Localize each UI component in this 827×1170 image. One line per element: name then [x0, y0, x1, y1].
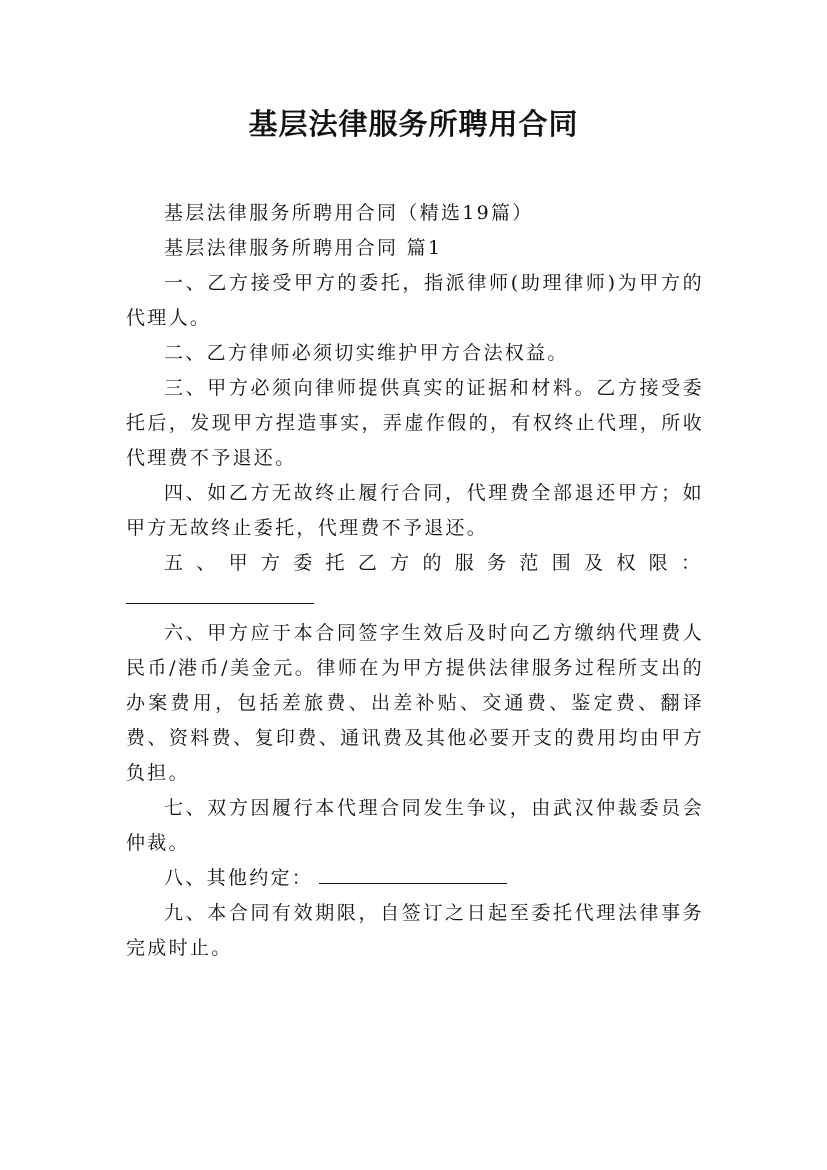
document-subtitle: 基层法律服务所聘用合同（精选19篇） — [164, 202, 534, 224]
clause-9: 九、本合同有效期限，自签订之日起至委托代理法律事务完成时止。 — [126, 902, 704, 959]
document-title: 基层法律服务所聘用合同 — [248, 107, 579, 141]
clause-8 — [126, 861, 704, 896]
clause-5-blank — [126, 581, 314, 604]
clause-7: 七、双方因履行本代理合同发生争议，由武汉仲裁委员会仲裁。 — [126, 797, 704, 854]
clause-3: 三、甲方必须向律师提供真实的证据和材料。乙方接受委托后，发现甲方捏造事实，弄虚作假的，有权终止代理，所收代理费不予退还。 — [126, 377, 704, 469]
clause-5-blank-line — [126, 581, 704, 616]
clause-5 — [126, 546, 704, 581]
clause-6: 六、甲方应于本合同签字生效后及时向乙方缴纳代理费人民币/港币/美金元。律师在为甲方提供法律服务过程所支出的办案费用，包括差旅费、出差补贴、交通费、鉴定费、翻译费、资料费、复印费、通讯费及其他必要开支的费用均由甲方负担。 — [126, 622, 704, 784]
section-heading: 基层法律服务所聘用合同 篇1 — [164, 237, 443, 259]
document-body — [126, 196, 704, 966]
clause-8-blank — [319, 861, 507, 884]
clause-1: 一、乙方接受甲方的委托，指派律师(助理律师)为甲方的代理人。 — [126, 272, 704, 329]
clause-2: 二、乙方律师必须切实维护甲方合法权益。 — [164, 342, 569, 364]
clause-8-text: 八、其他约定： — [164, 867, 314, 889]
clause-5-text: 五、甲方委托乙方的服务范围及权限： — [164, 552, 704, 574]
clause-4: 四、如乙方无故终止履行合同，代理费全部退还甲方；如甲方无故终止委托，代理费不予退还。 — [126, 482, 704, 539]
